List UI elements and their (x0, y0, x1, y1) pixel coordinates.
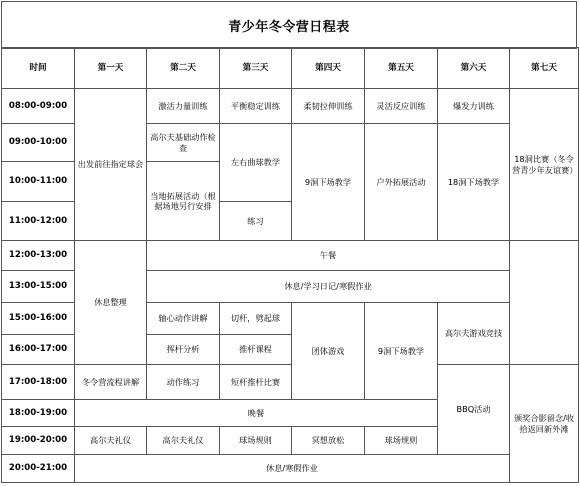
header-day-7: 第七天 (510, 48, 579, 89)
header-day-6: 第六天 (438, 48, 510, 89)
cell-d2-expand: 当地拓展活动（根据场地另行安排 (147, 162, 220, 241)
cell-d1-rest: 休息整理 (75, 241, 147, 365)
cell-dinner: 晚餐 (75, 400, 438, 427)
time-cell: 17:00-18:00 (2, 365, 75, 400)
header-day-1: 第一天 (75, 48, 147, 89)
page-title: 青少年冬令营日程表 (1, 1, 577, 49)
cell-d5-agility: 灵活反应训练 (365, 89, 438, 124)
cell-d4-meditation: 冥想放松 (292, 427, 365, 455)
header-row (2, 48, 579, 89)
cell-d2-warmup: 激活力量训练 (147, 89, 220, 124)
cell-d2-etiquette: 高尔夫礼仪 (147, 427, 220, 455)
cell-d2-swing: 挥杆分析 (147, 335, 220, 365)
time-cell: 16:00-17:00 (2, 335, 75, 365)
time-cell: 18:00-19:00 (2, 400, 75, 427)
time-cell: 20:00-21:00 (2, 455, 75, 483)
cell-d7-empty (510, 241, 579, 365)
time-cell: 13:00-15:00 (2, 271, 75, 303)
cell-rest-homework: 休息/寒假作业 (75, 455, 510, 483)
cell-d5-9hole: 9洞下场教学 (365, 303, 438, 400)
cell-d4-team: 团体游戏 (292, 303, 365, 400)
cell-d2-axis: 轴心动作讲解 (147, 303, 220, 335)
cell-d6-18hole: 18洞下场教学 (438, 124, 510, 241)
cell-d3-shortgame: 短杆推杆比赛 (220, 365, 292, 400)
cell-d6-power: 爆发力训练 (438, 89, 510, 124)
cell-d5-outdoor: 户外拓展活动 (365, 124, 438, 241)
table-row (2, 241, 579, 271)
table-row (2, 455, 579, 483)
cell-d4-9hole: 9洞下场教学 (292, 124, 365, 241)
cell-d3-balance: 平衡稳定训练 (220, 89, 292, 124)
cell-d4-stretch: 柔韧拉伸训练 (292, 89, 365, 124)
header-time: 时间 (2, 48, 75, 89)
cell-d3-chip: 切杆，劈起球 (220, 303, 292, 335)
header-day-2: 第二天 (147, 48, 220, 89)
time-cell: 10:00-11:00 (2, 162, 75, 202)
cell-d2-basics: 高尔夫基础动作检查 (147, 124, 220, 162)
cell-d6-game: 高尔夫游戏竞技 (438, 303, 510, 365)
cell-rest-diary: 休息/学习日记/寒假作业 (147, 271, 510, 303)
cell-d7-match: 18洞比赛（冬令营青少年友谊赛） (510, 89, 579, 241)
time-cell: 09:00-10:00 (2, 124, 75, 162)
cell-d3-curve: 左右曲球教学 (220, 124, 292, 202)
schedule-table (1, 47, 579, 483)
cell-d3-exercise: 练习 (220, 202, 292, 241)
cell-d5-rules: 球场规则 (365, 427, 438, 455)
table-row (2, 365, 579, 400)
cell-d1-etiquette: 高尔夫礼仪 (75, 427, 147, 455)
cell-d1-process: 冬令营流程讲解 (75, 365, 147, 400)
cell-lunch: 午餐 (147, 241, 510, 271)
header-day-4: 第四天 (292, 48, 365, 89)
cell-d1-depart: 出发前往指定球会 (75, 89, 147, 241)
table-row (2, 89, 579, 124)
time-cell: 15:00-16:00 (2, 303, 75, 335)
cell-d3-putt: 推杆课程 (220, 335, 292, 365)
cell-d2-practice: 动作练习 (147, 365, 220, 400)
time-cell: 11:00-12:00 (2, 202, 75, 241)
time-cell: 19:00-20:00 (2, 427, 75, 455)
cell-d6-bbq: BBQ活动 (438, 365, 510, 455)
time-cell: 08:00-09:00 (2, 89, 75, 124)
header-day-3: 第三天 (220, 48, 292, 89)
cell-d7-award: 颁奖合影留念/收拾返回新外滩 (510, 365, 579, 483)
time-cell: 12:00-13:00 (2, 241, 75, 271)
header-day-5: 第五天 (365, 48, 438, 89)
cell-d3-rules: 球场规则 (220, 427, 292, 455)
